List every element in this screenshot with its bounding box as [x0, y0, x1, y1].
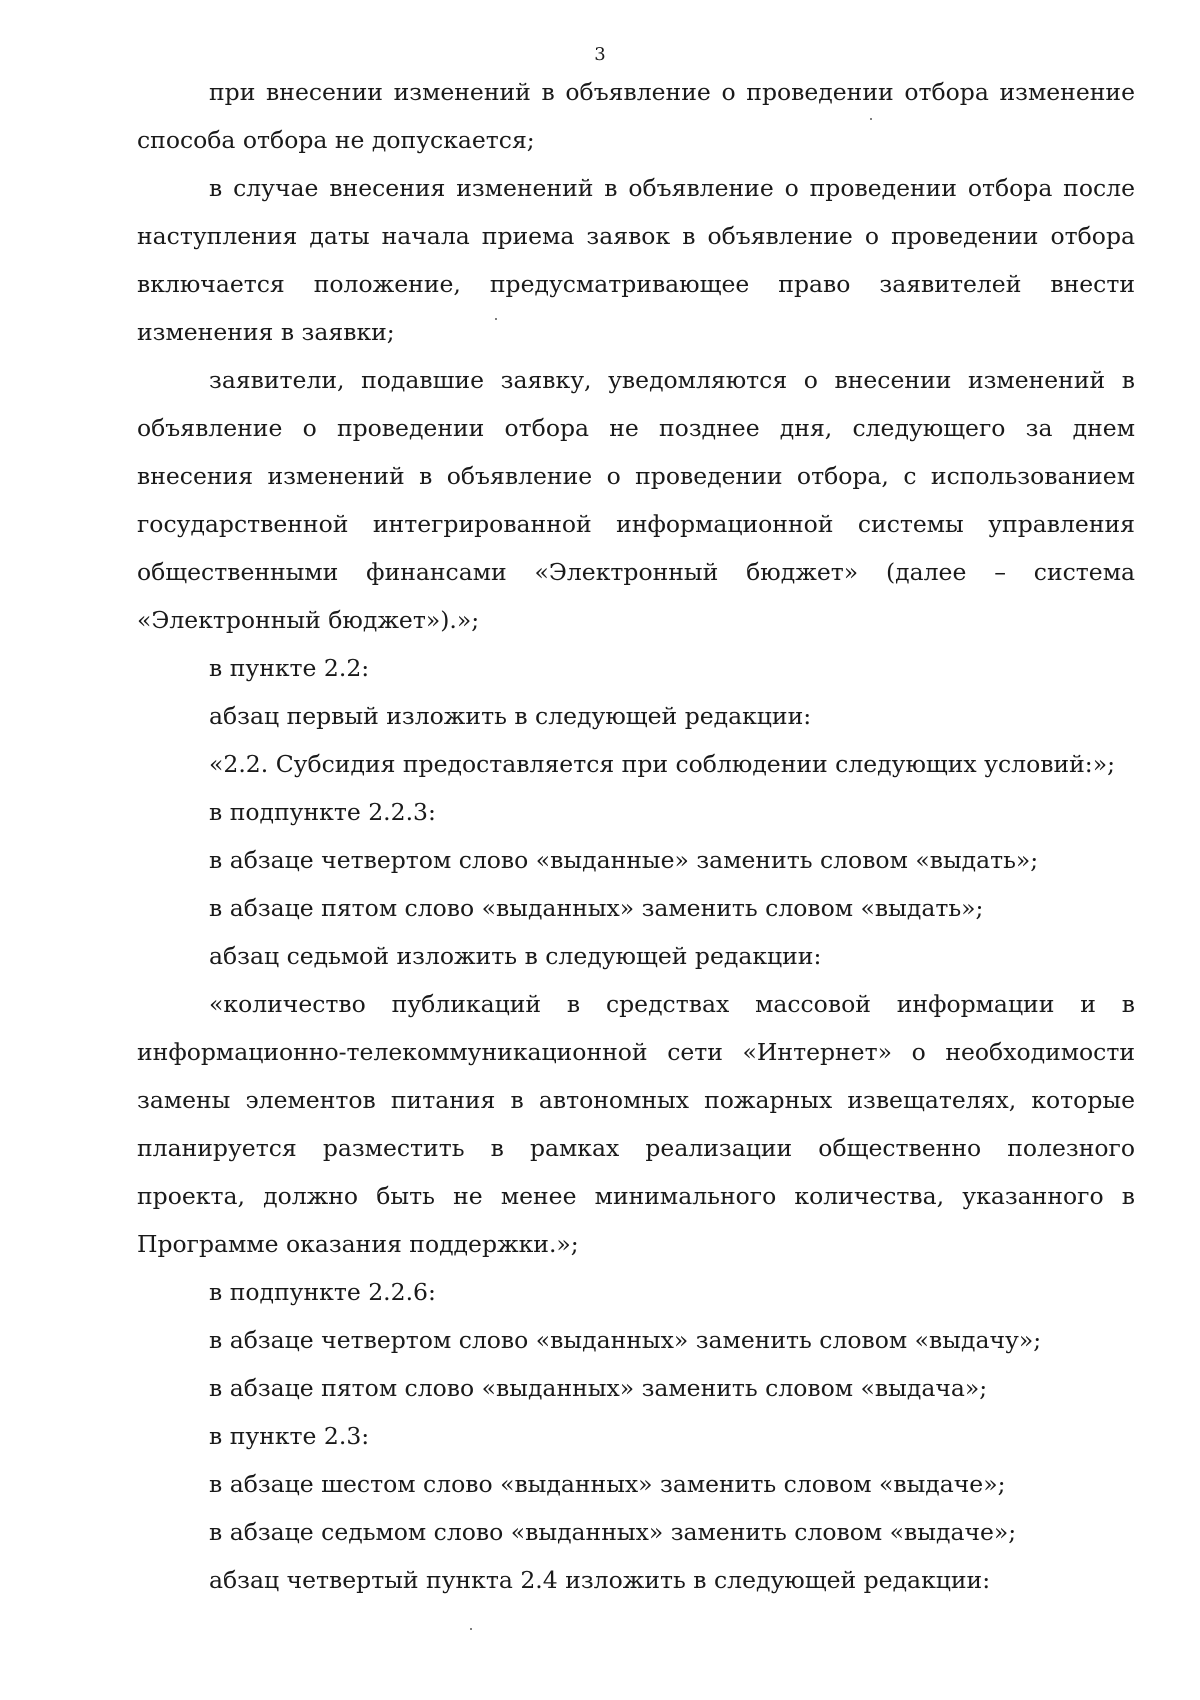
paragraph: абзац седьмой изложить в следующей редакции:	[209, 942, 822, 970]
paragraph: в абзаце седьмом слово «выданных» заменить словом «выдаче»;	[209, 1518, 1017, 1546]
paragraph: в абзаце шестом слово «выданных» заменить словом «выдаче»;	[209, 1470, 1006, 1498]
paragraph: абзац первый изложить в следующей редакции:	[209, 702, 812, 730]
page-number: 3	[594, 44, 606, 65]
paragraph: «2.2. Субсидия предоставляется при соблюдении следующих условий:»;	[209, 750, 1115, 778]
paragraph: в абзаце пятом слово «выданных» заменить словом «выдать»;	[209, 894, 984, 922]
paragraph: в подпункте 2.2.6:	[209, 1278, 436, 1306]
paragraph: заявители, подавшие заявку, уведомляются о внесении изменений в объявление о проведении отбора не позднее дня, следующего за днем внесения изменений в объявление о проведении отбора, с использованием государственной интегрированной информационной системы управления общественными финансами «Электронный бюджет» (далее – система «Электронный бюджет»).»;	[137, 366, 1135, 634]
paragraph: в случае внесения изменений в объявление о проведении отбора после наступления даты начала приема заявок в объявление о проведении отбора включается положение, предусматривающее право заявителей внести изменения в заявки;	[137, 174, 1135, 346]
paragraph: в абзаце четвертом слово «выданные» заменить словом «выдать»;	[209, 846, 1039, 874]
paragraph: абзац четвертый пункта 2.4 изложить в следующей редакции:	[209, 1566, 991, 1594]
paragraph: в пункте 2.2:	[209, 654, 370, 682]
paragraph: в абзаце пятом слово «выданных» заменить словом «выдача»;	[209, 1374, 988, 1402]
scan-speck	[470, 1628, 472, 1630]
paragraph: при внесении изменений в объявление о проведении отбора изменение способа отбора не допускается;	[137, 78, 1135, 154]
paragraph: в подпункте 2.2.3:	[209, 798, 436, 826]
paragraph: в пункте 2.3:	[209, 1422, 370, 1450]
scan-speck	[495, 318, 497, 320]
paragraph: «количество публикаций в средствах массовой информации и в информационно-телекоммуникационной сети «Интернет» о необходимости замены элементов питания в автономных пожарных извещателях, которые планируется разместить в рамках реализации общественно полезного проекта, должно быть не менее минимального количества, указанного в Программе оказания поддержки.»;	[137, 990, 1135, 1258]
scan-speck	[870, 118, 872, 120]
document-body	[137, 68, 1135, 1604]
paragraph: в абзаце четвертом слово «выданных» заменить словом «выдачу»;	[209, 1326, 1042, 1354]
